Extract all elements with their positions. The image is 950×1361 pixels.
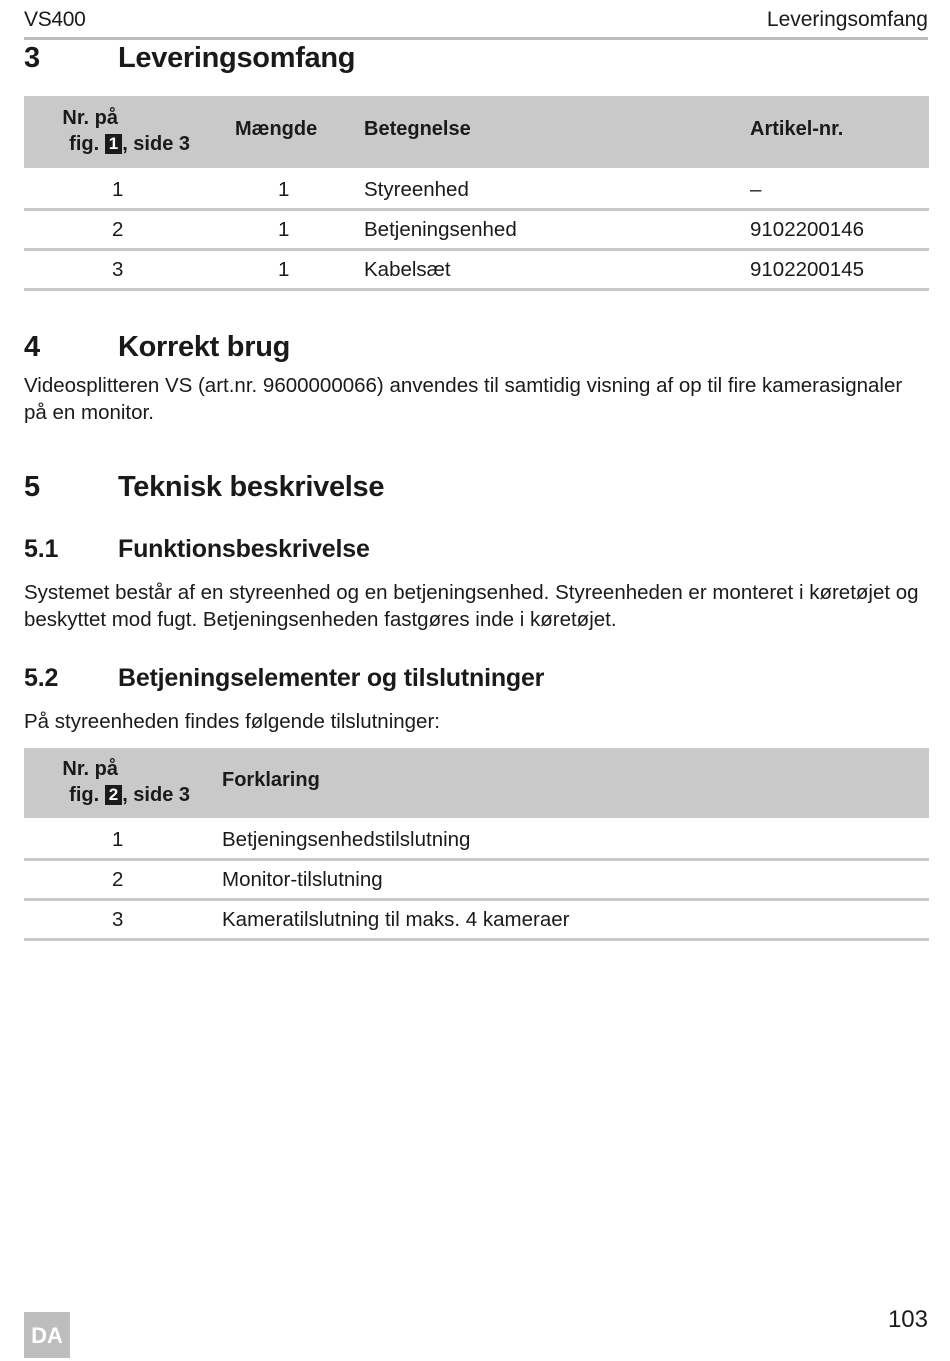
header-nr: Nr. på fig. 2 , side 3 <box>62 758 190 806</box>
section-number: 5.1 <box>24 535 59 563</box>
table-header <box>24 748 929 818</box>
scope-of-delivery-table <box>24 96 929 291</box>
section-title: Betjeningselementer og tilslutninger <box>118 664 545 692</box>
heading-section-5-1 <box>24 535 370 564</box>
language-badge: DA <box>24 1312 70 1358</box>
connections-table <box>24 748 929 941</box>
heading-section-4 <box>24 331 290 364</box>
page-number: 103 <box>887 1306 928 1333</box>
table-row: 1 Betjeningsenhedstilslutning <box>24 821 929 861</box>
header-nr: Nr. på fig. 1 , side 3 <box>62 107 190 155</box>
table-row: 3 1 Kabelsæt 9102200145 <box>24 251 929 291</box>
section-number: 5 <box>24 471 40 503</box>
section-number: 5.2 <box>24 664 59 692</box>
header-divider <box>24 37 928 40</box>
control-unit-term: styreenheden <box>54 710 180 733</box>
section-number: 3 <box>24 42 40 74</box>
section-title: Funktionsbeskrivelse <box>118 535 370 563</box>
connections-intro: På styreenheden findes følgende tilslutninger: <box>24 710 440 733</box>
header-quantity: Mængde <box>235 118 318 140</box>
figure-number-box: 2 <box>105 785 122 805</box>
running-header-chapter: Leveringsomfang <box>766 8 928 31</box>
figure-number-box: 1 <box>105 134 122 154</box>
header-explanation: Forklaring <box>222 769 320 791</box>
heading-section-3 <box>24 42 355 75</box>
section-title: Leveringsomfang <box>118 42 356 74</box>
function-description-text: Systemet består af en styreenhed og en betjeningsenhed. Styreenheden er monteret i køretøjet og beskyttet mod fugt. Betjeningsenheden fastgøres inde i køretøjet. <box>24 581 919 631</box>
table-row: 2 Monitor-tilslutning <box>24 861 929 901</box>
heading-section-5 <box>24 471 384 504</box>
header-article-no: Artikel-nr. <box>750 118 844 140</box>
section-title: Korrekt brug <box>118 331 291 363</box>
table-row: 1 1 Styreenhed – <box>24 171 929 211</box>
intended-use-text: Videosplitteren VS (art.nr. 9600000066) anvendes til samtidig visning af op til fire kamerasignaler på en monitor. <box>24 374 903 424</box>
heading-section-5-2 <box>24 664 544 693</box>
table-row: 3 Kameratilslutning til maks. 4 kameraer <box>24 901 929 941</box>
running-header-product: VS400 <box>24 8 86 31</box>
header-designation: Betegnelse <box>364 118 471 140</box>
table-row: 2 1 Betjeningsenhed 9102200146 <box>24 211 929 251</box>
section-title: Teknisk beskrivelse <box>118 471 385 503</box>
table-header <box>24 96 929 168</box>
section-number: 4 <box>24 331 40 363</box>
